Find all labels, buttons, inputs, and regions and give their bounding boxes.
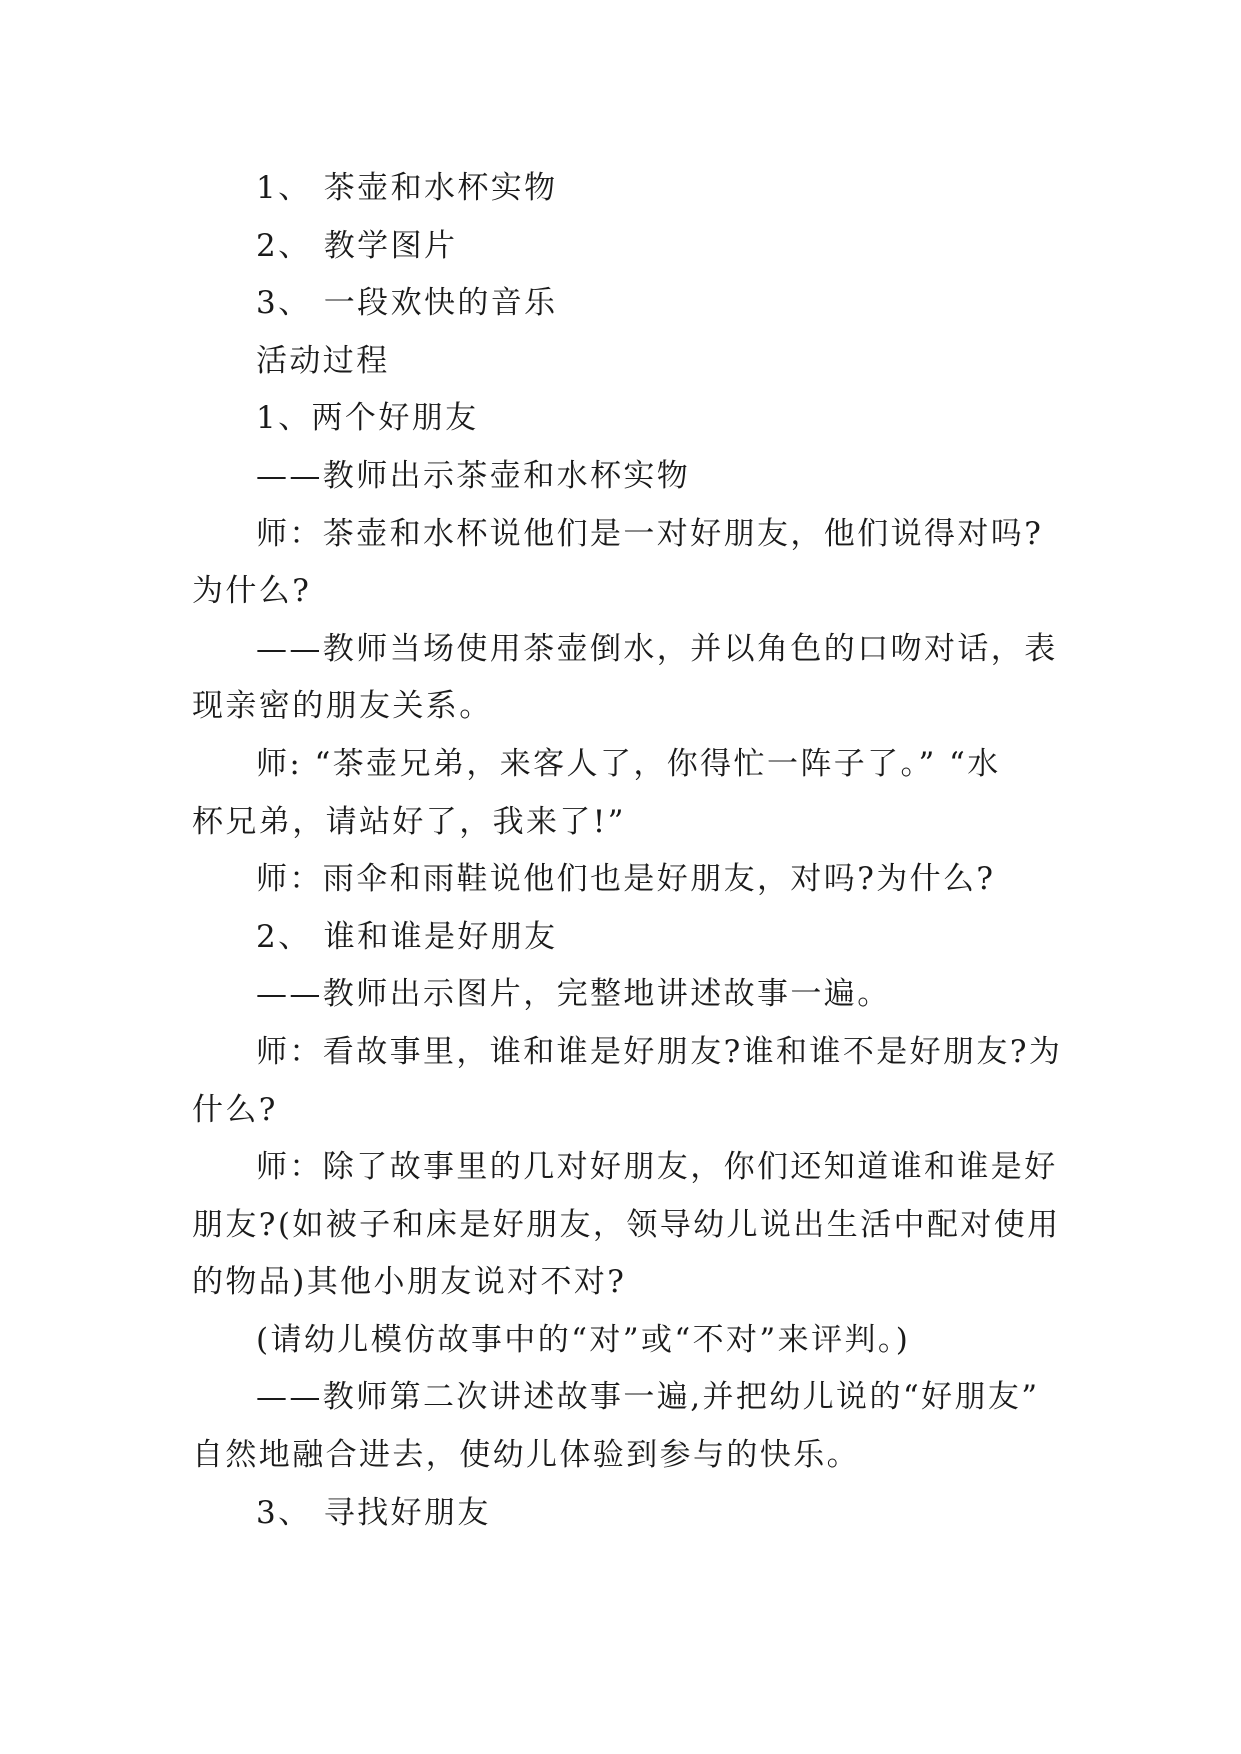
subsection-heading: 1、两个好朋友	[256, 400, 479, 437]
paragraph-line: 朋友?(如被子和床是好朋友，领导幼儿说出生活中配对使用	[192, 1206, 1061, 1243]
paragraph-line: ——教师出示茶壶和水杯实物	[256, 457, 691, 494]
paragraph-line: 现亲密的朋友关系。	[192, 688, 493, 725]
paragraph-line: ——教师第二次讲述故事一遍,并把幼儿说的“好朋友”	[256, 1379, 1040, 1416]
paragraph-line: 师：除了故事里的几对好朋友，你们还知道谁和谁是好	[256, 1149, 1058, 1186]
paragraph-line: 师: “茶壶兄弟，来客人了，你得忙一阵子了。” “水	[256, 745, 1001, 782]
paragraph-line: ——教师当场使用茶壶倒水，并以角色的口吻对话，表	[256, 630, 1058, 667]
paragraph-line: 师：雨伞和雨鞋说他们也是好朋友，对吗?为什么?	[256, 861, 996, 898]
list-item: 1、 茶壶和水杯实物	[256, 170, 558, 206]
section-heading: 活动过程	[256, 342, 390, 379]
paragraph-line: (请幼儿模仿故事中的“对”或“不对”来评判。)	[256, 1321, 911, 1358]
list-item: 3、 一段欢快的音乐	[256, 285, 558, 322]
paragraph-line: 师：看故事里，谁和谁是好朋友?谁和谁不是好朋友?为	[256, 1033, 1063, 1070]
document-body	[192, 160, 1063, 1542]
paragraph-line: 的物品)其他小朋友说对不对?	[192, 1264, 627, 1301]
subsection-heading: 3、 寻找好朋友	[256, 1494, 491, 1531]
paragraph-line: 为什么?	[192, 573, 312, 610]
paragraph-line: 自然地融合进去，使幼儿体验到参与的快乐。	[192, 1437, 860, 1474]
paragraph-line: 师：茶壶和水杯说他们是一对好朋友，他们说得对吗?	[256, 515, 1044, 552]
list-item: 2、 教学图片	[256, 227, 458, 264]
paragraph-line: 什么?	[192, 1091, 278, 1128]
paragraph-line: 杯兄弟，请站好了，我来了!”	[192, 803, 626, 840]
subsection-heading: 2、 谁和谁是好朋友	[256, 918, 558, 955]
paragraph-line: ——教师出示图片，完整地讲述故事一遍。	[256, 976, 891, 1013]
